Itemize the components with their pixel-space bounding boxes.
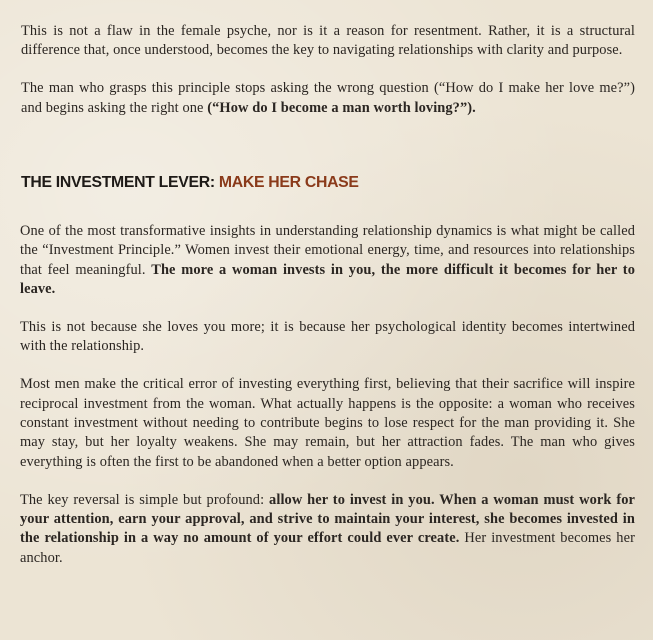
section-paragraph-1-text: One of the most transformative insights in understanding relationship dynamics is what might be called the “Investment Principle.” Women invest their emotional energy, time, and resources into relationships that feel meaningful.: [20, 222, 635, 278]
section-heading: [21, 173, 635, 193]
intro-paragraph-1: [21, 22, 635, 61]
section-paragraph-3: [20, 375, 635, 471]
section-heading-lead: THE INVESTMENT LEVER:: [21, 173, 219, 191]
intro-section: [20, 22, 635, 118]
section-paragraph-1-emphasis: The more a woman invests in you, the more difficult it becomes for her to leave.: [20, 261, 635, 297]
section-paragraph-4-text: The key reversal is simple but profound:: [20, 491, 270, 508]
section-paragraph-2: [20, 318, 635, 357]
intro-paragraph-2: [21, 79, 635, 118]
intro-paragraph-2-emphasis: (“How do I become a man worth loving?”).: [207, 99, 476, 116]
section-paragraph-1: [20, 222, 635, 299]
intro-paragraph-2-text: The man who grasps this principle stops asking the wrong question (“How do I make her love me?”) and begins asking the right one: [21, 80, 635, 116]
section-paragraph-4-tail: Her investment becomes her anchor.: [20, 530, 635, 566]
section-body: [20, 222, 635, 568]
intro-paragraph-1-text: This is not a flaw in the female psyche, nor is it a reason for resentment. Rather, it is a structural difference that, once understood, becomes the key to navigating relationships with clarity and purpose.: [21, 23, 635, 59]
section-paragraph-3-text: Most men make the critical error of investing everything first, believing that their sacrifice will inspire reciprocal investment from the woman. What actually happens is the opposite: a woman who receives constant investment without needing to contribute begins to lose respect for the man providing it. She may stay, but her loyalty weakens. She may remain, but her attraction fades. The man who gives everything is often the first to be abandoned when a better option appears.: [20, 376, 635, 470]
section-paragraph-4-emphasis: allow her to invest in you. When a woman must work for your attention, earn your approval, and strive to maintain your interest, she becomes invested in the relationship in a way no amount of your effort could ever create.: [20, 491, 635, 547]
section-paragraph-2-text: This is not because she loves you more; it is because her psychological identity becomes intertwined with the relationship.: [20, 318, 635, 355]
section-paragraph-4: [20, 491, 635, 568]
section-heading-accent: MAKE HER CHASE: [218, 173, 359, 191]
